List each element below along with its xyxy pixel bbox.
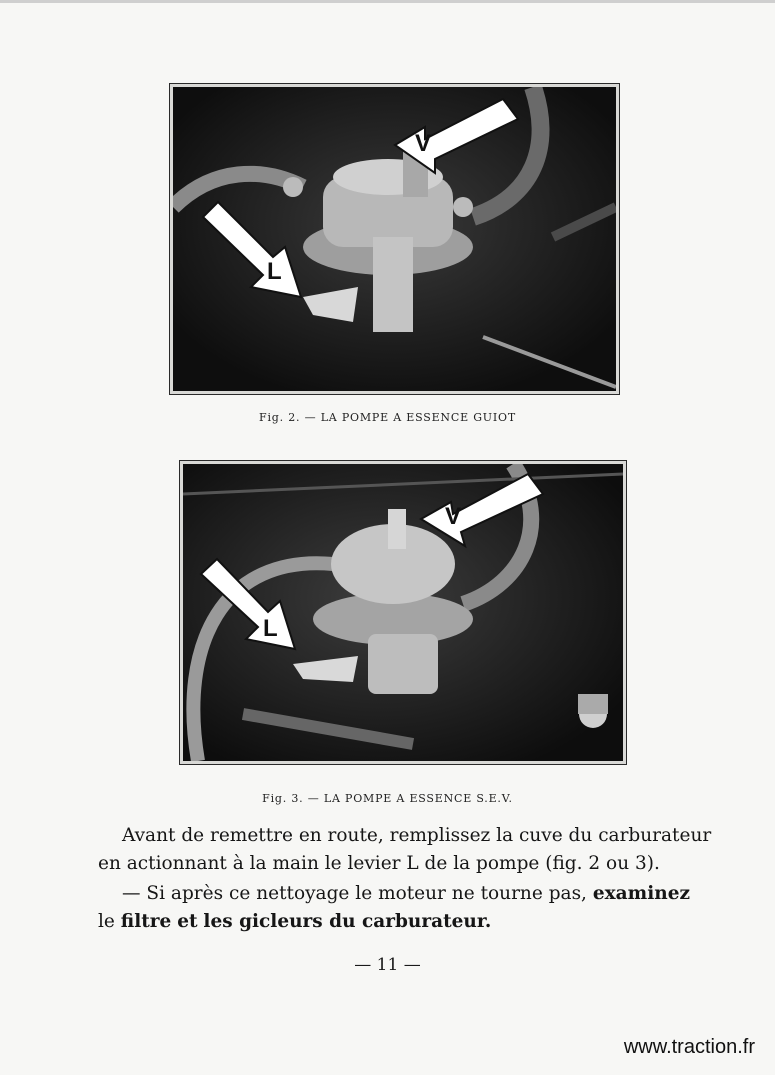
paragraph-text: le bbox=[98, 911, 115, 932]
body-paragraph-1 bbox=[98, 822, 712, 878]
paragraph-line bbox=[98, 908, 690, 936]
figure-2-caption bbox=[0, 411, 775, 424]
caption-title: LA POMPE A ESSENCE S.E.V. bbox=[323, 792, 513, 805]
figure-number: Fig. 3. bbox=[262, 792, 304, 805]
page-number: — 11 — bbox=[354, 955, 421, 975]
caption-title: LA POMPE A ESSENCE GUIOT bbox=[320, 411, 516, 424]
caption-dash: — bbox=[304, 411, 317, 424]
emphasized-text: filtre bbox=[120, 911, 172, 932]
sev-pump-photo bbox=[183, 464, 623, 761]
figure-3-photo bbox=[180, 461, 626, 764]
emphasized-text: les gicleurs du carburateur. bbox=[203, 911, 492, 932]
v-arrow-label: V bbox=[445, 503, 462, 530]
page-edge bbox=[0, 0, 775, 3]
caption-dash: — bbox=[307, 792, 320, 805]
paragraph-line bbox=[98, 880, 690, 908]
figure-2-photo bbox=[170, 84, 619, 394]
l-arrow-label: L bbox=[267, 258, 282, 285]
paragraph-line: Avant de remettre en route, remplissez la cuve du carburateur bbox=[122, 825, 712, 846]
emphasized-text: et bbox=[177, 911, 198, 932]
guiot-pump-photo bbox=[173, 87, 616, 391]
v-arrow-label: V bbox=[415, 130, 432, 157]
paragraph-line: en actionnant à la main le levier L de la pompe (fig. 2 ou 3). bbox=[98, 853, 660, 874]
figure-number: Fig. 2. bbox=[259, 411, 301, 424]
figure-3-caption bbox=[0, 792, 775, 805]
emphasized-text: examinez bbox=[592, 883, 690, 904]
body-paragraph-2 bbox=[98, 880, 690, 936]
paragraph-text: — Si après ce nettoyage le moteur ne tourne pas, bbox=[122, 883, 587, 904]
watermark-text: www.traction.fr bbox=[623, 1036, 755, 1058]
l-arrow-label: L bbox=[263, 615, 278, 642]
